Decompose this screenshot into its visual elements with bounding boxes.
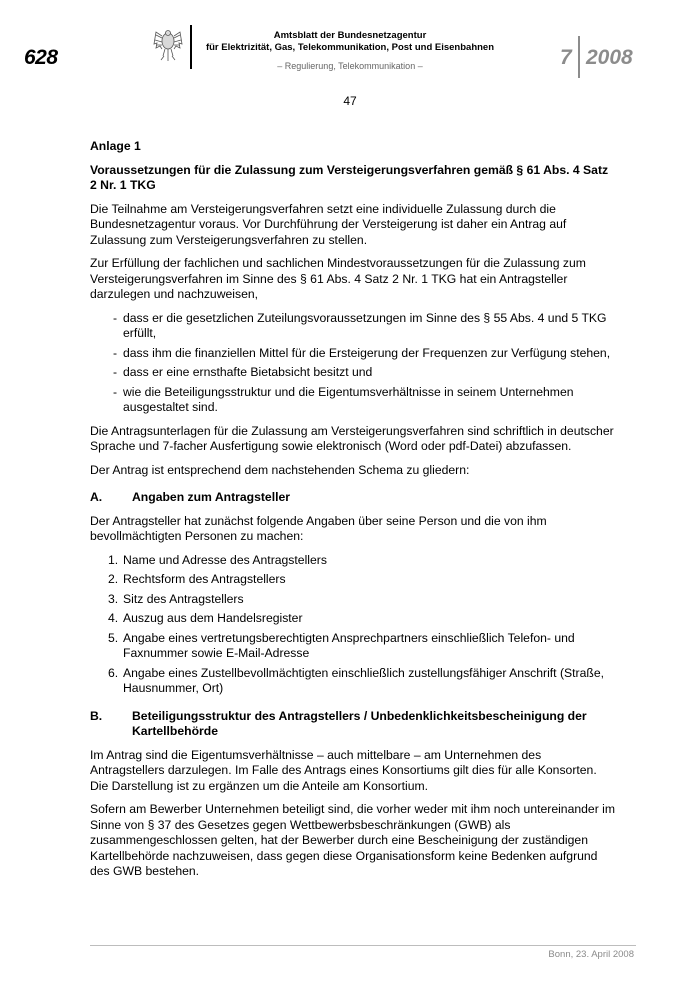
- section-heading-b: [90, 709, 616, 740]
- issue-number: 7: [560, 46, 572, 69]
- list-item: [90, 553, 616, 569]
- section-title: Angaben zum Antragsteller: [132, 490, 291, 504]
- list-item: [90, 572, 616, 588]
- footer-divider: [90, 945, 636, 946]
- list-item: [90, 631, 616, 662]
- list-item: - dass er eine ernsthafte Bietabsicht besitzt und: [113, 365, 373, 379]
- section-letter: B.: [90, 708, 103, 723]
- list-item-text: dass er eine ernsthafte Bietabsicht besitzt und: [123, 365, 373, 379]
- list-item-text: dass ihm die finanziellen Mittel für die Ersteigerung der Frequenzen zur Verfügung stehen,: [123, 345, 611, 360]
- list-item-text: Angabe eines Zustellbevollmächtigten einschließlich zustellungsfähiger Anschrift (Straße, Hausnummer, Ort): [123, 665, 604, 695]
- list-item: [90, 611, 616, 627]
- item-number: 5.: [108, 630, 119, 645]
- list-item-text: Auszug aus dem Handelsregister: [123, 611, 303, 625]
- list-item-text: dass er die gesetzlichen Zuteilungsvoraussetzungen im Sinne des § 55 Abs. 4 und 5 TKG erfüllt,: [123, 310, 607, 340]
- gazette-section: – Regulierung, Telekommunikation –: [277, 61, 423, 71]
- paragraph: Die Teilnahme am Versteigerungsverfahren setzt eine individuelle Zulassung durch die Bundesnetzagentur voraus. Vor Durchführung der Versteigerung ist daher ein Antrag auf Zulassung zum Versteigerungsverfahren zu stellen.: [90, 201, 567, 247]
- paragraph: Die Antragsunterlagen für die Zulassung am Versteigerungsverfahren sind schriftlich in deutscher Sprache und 7-facher Ausfertigung sowie elektronisch (Word oder pdf-Datei) abzufassen.: [90, 423, 614, 453]
- list-item-text: Sitz des Antragstellers: [123, 591, 244, 606]
- document-body: [90, 139, 616, 888]
- footer-place-date: Bonn, 23. April 2008: [548, 949, 634, 960]
- paragraph: Sofern am Bewerber Unternehmen beteiligt sind, die vorher weder mit ihm noch untereinander im Sinne von § 37 des Gesetzes gegen Wettbewerbsbeschränkungen (GWB) als zusammengeschlossen gelten, hat der Bewerber durch eine Bescheinigung der zuständigen Kartellbehörde nachzuweisen, dass gegen diese Organisationsform keine Bedenken aufgrund des GWB bestehen.: [90, 802, 616, 878]
- list-item-text: Name und Adresse des Antragstellers: [123, 552, 327, 567]
- page-number: 628: [24, 46, 58, 69]
- annex-label: Anlage 1: [90, 139, 141, 153]
- list-item: [90, 592, 616, 608]
- paragraph: Im Antrag sind die Eigentumsverhältnisse – auch mittelbare – am Unternehmen des Antragstellers darzulegen. Im Falle des Antrags eines Konsortiums gilt dies für alle Konsorten. Die Darstellung ist zu ergänzen um die Anteile am Konsortium.: [90, 747, 597, 793]
- document-title: Voraussetzungen für die Zulassung zum Versteigerungsverfahren gemäß § 61 Abs. 4 Satz 2 Nr. 1 TKG: [90, 162, 609, 192]
- issue-divider: [578, 36, 580, 78]
- list-item-text: Angabe eines vertretungsberechtigten Ansprechpartners einschließlich Telefon- und Faxnummer sowie E-Mail-Adresse: [123, 630, 575, 660]
- list-item-text: Rechtsform des Antragstellers: [123, 572, 286, 586]
- paragraph: Zur Erfüllung der fachlichen und sachlichen Mindestvoraussetzungen für die Zulassung zum Versteigerungsverfahren im Sinne des § 61 Abs. 4 Satz 2 Nr. 1 TKG hat ein Antragsteller darzulegen und nachzuweisen,: [90, 256, 586, 301]
- list-item-text: wie die Beteiligungsstruktur und die Eigentumsverhältnisse in seinem Unternehmen ausgestaltet sind.: [123, 384, 574, 414]
- list-item: - dass er die gesetzlichen Zuteilungsvoraussetzungen im Sinne des § 55 Abs. 4 und 5 TKG erfüllt,: [113, 310, 607, 340]
- item-number: 3.: [108, 591, 119, 606]
- gazette-title: Amtsblatt der Bundesnetzagentur: [273, 30, 427, 41]
- section-letter: A.: [90, 490, 103, 504]
- gazette-subtitle: für Elektrizität, Gas, Telekommunikation, Post und Eisenbahnen: [205, 42, 495, 53]
- header-divider: [190, 25, 192, 69]
- item-number: 6.: [108, 665, 119, 680]
- paragraph: Der Antragsteller hat zunächst folgende Angaben über seine Person und die von ihm bevollmächtigten Personen zu machen:: [90, 513, 547, 543]
- applicant-details-list: [90, 553, 616, 697]
- item-number: 4.: [108, 611, 119, 625]
- gazette-title-block: [200, 30, 500, 72]
- item-number: 2.: [108, 572, 119, 586]
- sub-page-number: 47: [343, 94, 357, 108]
- paragraph: Der Antrag ist entsprechend dem nachstehenden Schema zu gliedern:: [90, 462, 470, 477]
- list-item: [90, 666, 616, 697]
- issue-year: 2008: [586, 46, 633, 69]
- item-number: 1.: [108, 552, 119, 567]
- section-title: Beteiligungsstruktur des Antragstellers / Unbedenklichkeitsbescheinigung der Kartellbehörde: [132, 708, 587, 738]
- requirements-list: [90, 311, 616, 416]
- list-item: - wie die Beteiligungsstruktur und die Eigentumsverhältnisse in seinem Unternehmen ausgestaltet sind.: [113, 384, 574, 414]
- list-item: - dass ihm die finanziellen Mittel für die Ersteigerung der Frequenzen zur Verfügung stehen,: [113, 345, 611, 360]
- page-header: [0, 0, 700, 110]
- federal-eagle-icon: [153, 28, 183, 62]
- section-heading-a: [90, 490, 616, 506]
